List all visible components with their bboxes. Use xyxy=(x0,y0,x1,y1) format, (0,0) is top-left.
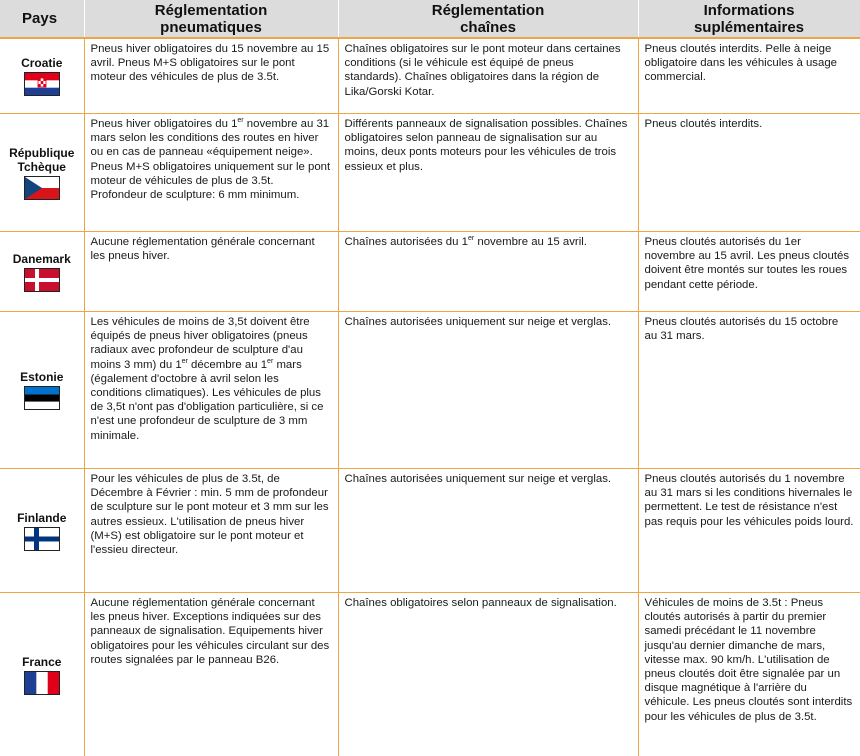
infos-cell: Pneus cloutés autorisés du 15 octobre au 31 mars. xyxy=(638,312,860,469)
header-pneumatiques-label: Réglementation pneumatiques xyxy=(155,2,268,36)
chaines-text: novembre au 15 avril. xyxy=(474,236,587,248)
header-infos xyxy=(638,0,860,38)
country-cell xyxy=(0,469,84,593)
header-chaines-label: Réglementation chaînes xyxy=(432,2,545,36)
country-name: Croatie xyxy=(2,56,82,70)
france-flag-icon xyxy=(24,671,60,695)
country-name: République Tchèque xyxy=(2,146,82,174)
chaines-text: Chaînes autorisées du 1 xyxy=(345,236,468,248)
table-row xyxy=(0,114,860,232)
chaines-cell: Chaînes autorisées uniquement sur neige et verglas. xyxy=(338,469,638,593)
chaines-cell xyxy=(338,232,638,312)
header-chaines xyxy=(338,0,638,38)
infos-cell: Pneus cloutés autorisés du 1er novembre au 15 avril. Les pneus cloutés doivent être montés sur toutes les roues pendant cette période. xyxy=(638,232,860,312)
pneus-cell: Pneus hiver obligatoires du 15 novembre au 15 avril. Pneus M+S obligatoires sur le pont moteur des véhicules de plus de 3.5t. xyxy=(84,38,338,114)
estonia-flag-icon xyxy=(24,386,60,410)
infos-cell: Véhicules de moins de 3.5t : Pneus cloutés autorisés à partir du premier samedi précédant le 11 novembre jusqu'au dernier dimanche de mars, vitesse max. 90 km/h. L'utilisation de pneus cloutés doit être signalée par un disque magnétique à l'arrière du véhicule. Les pneus cloutés sont interdits pour les véhicules de plus de 3.5t. xyxy=(638,593,860,756)
pneus-cell: Aucune réglementation générale concernant les pneus hiver. xyxy=(84,232,338,312)
pneus-cell xyxy=(84,312,338,469)
table-row xyxy=(0,469,860,593)
header-pneumatiques xyxy=(84,0,338,38)
chaines-cell: Différents panneaux de signalisation possibles. Chaînes obligatoires selon panneau de signalisation sur au moins, deux ponts moteurs pour les véhicules de trois essieux et plus. xyxy=(338,114,638,232)
infos-cell: Pneus cloutés interdits. xyxy=(638,114,860,232)
croatia-flag-icon xyxy=(24,72,60,96)
country-cell xyxy=(0,38,84,114)
header-infos-label: Informations suplémentaires xyxy=(694,2,804,36)
pneus-text: mars (également d'octobre à avril selon les conditions climatiques). Les véhicules de plus de 3,5t n'ont pas d'obligation particulière, si ce n'est une profondeur de sculpture de 3 mm minimale. xyxy=(91,359,324,442)
pneus-text: Les véhicules de moins de 3,5t doivent être équipés de pneus hiver obligatoires (pneus radiaux avec profondeur de sculpture d'au moins 3 mm) du 1 xyxy=(91,316,310,371)
chaines-sup: er xyxy=(468,235,474,242)
pneus-cell: Pour les véhicules de plus de 3.5t, de Décembre à Février : min. 5 mm de profondeur de sculpture sur le pont moteur et 3 mm sur les autres essieux. L'utilisation de pneus hiver (M+S) est obligatoire sur le pont moteur et l'essieu directeur. xyxy=(84,469,338,593)
denmark-flag-icon xyxy=(24,268,60,292)
chaines-cell: Chaînes obligatoires selon panneaux de signalisation. xyxy=(338,593,638,756)
country-cell xyxy=(0,593,84,756)
infos-cell: Pneus cloutés autorisés du 1 novembre au 31 mars si les conditions hivernales le permettent. Le test de résistance n'est pas requis pour les véhicules poids lourd. xyxy=(638,469,860,593)
table-row xyxy=(0,312,860,469)
finland-flag-icon xyxy=(24,527,60,551)
table-row xyxy=(0,593,860,756)
country-name: Estonie xyxy=(2,370,82,384)
chaines-cell: Chaînes obligatoires sur le pont moteur dans certaines conditions (si le véhicule est équipé de pneus standards). Chaînes obligatoires dans la région de Lika/Gorski Kotar. xyxy=(338,38,638,114)
pneus-cell xyxy=(84,114,338,232)
pneus-text: Pneus hiver obligatoires du 1 xyxy=(91,118,238,130)
pneus-cell: Aucune réglementation générale concernant les pneus hiver. Exceptions indiquées sur des panneaux de signalisation. Equipements hiver obligatoires pour les véhicules circulant sur des routes signalées par le panneau B26. xyxy=(84,593,338,756)
country-name: Danemark xyxy=(2,252,82,266)
table-row xyxy=(0,232,860,312)
pneus-sup: er xyxy=(237,117,243,124)
country-name: Finlande xyxy=(2,511,82,525)
table-header-row xyxy=(0,0,860,38)
pneus-sup: er xyxy=(182,358,188,365)
table-row xyxy=(0,38,860,114)
country-cell xyxy=(0,114,84,232)
pneus-text: décembre au 1 xyxy=(188,359,267,371)
header-pays: Pays xyxy=(0,0,84,38)
country-cell xyxy=(0,232,84,312)
chaines-cell: Chaînes autorisées uniquement sur neige et verglas. xyxy=(338,312,638,469)
pneus-sup: er xyxy=(267,358,273,365)
pneus-text: novembre au 31 mars selon les conditions des routes en hiver ou en cas de panneau «équipement neige». Pneus M+S obligatoires uniquement sur le pont moteur de véhicules de plus de 3.5t. Profondeur de sculpture: 6 mm minimum. xyxy=(91,118,331,201)
country-name: France xyxy=(2,655,82,669)
country-cell xyxy=(0,312,84,469)
infos-cell: Pneus cloutés interdits. Pelle à neige obligatoire dans les véhicules à usage commercial. xyxy=(638,38,860,114)
czech-flag-icon xyxy=(24,176,60,200)
